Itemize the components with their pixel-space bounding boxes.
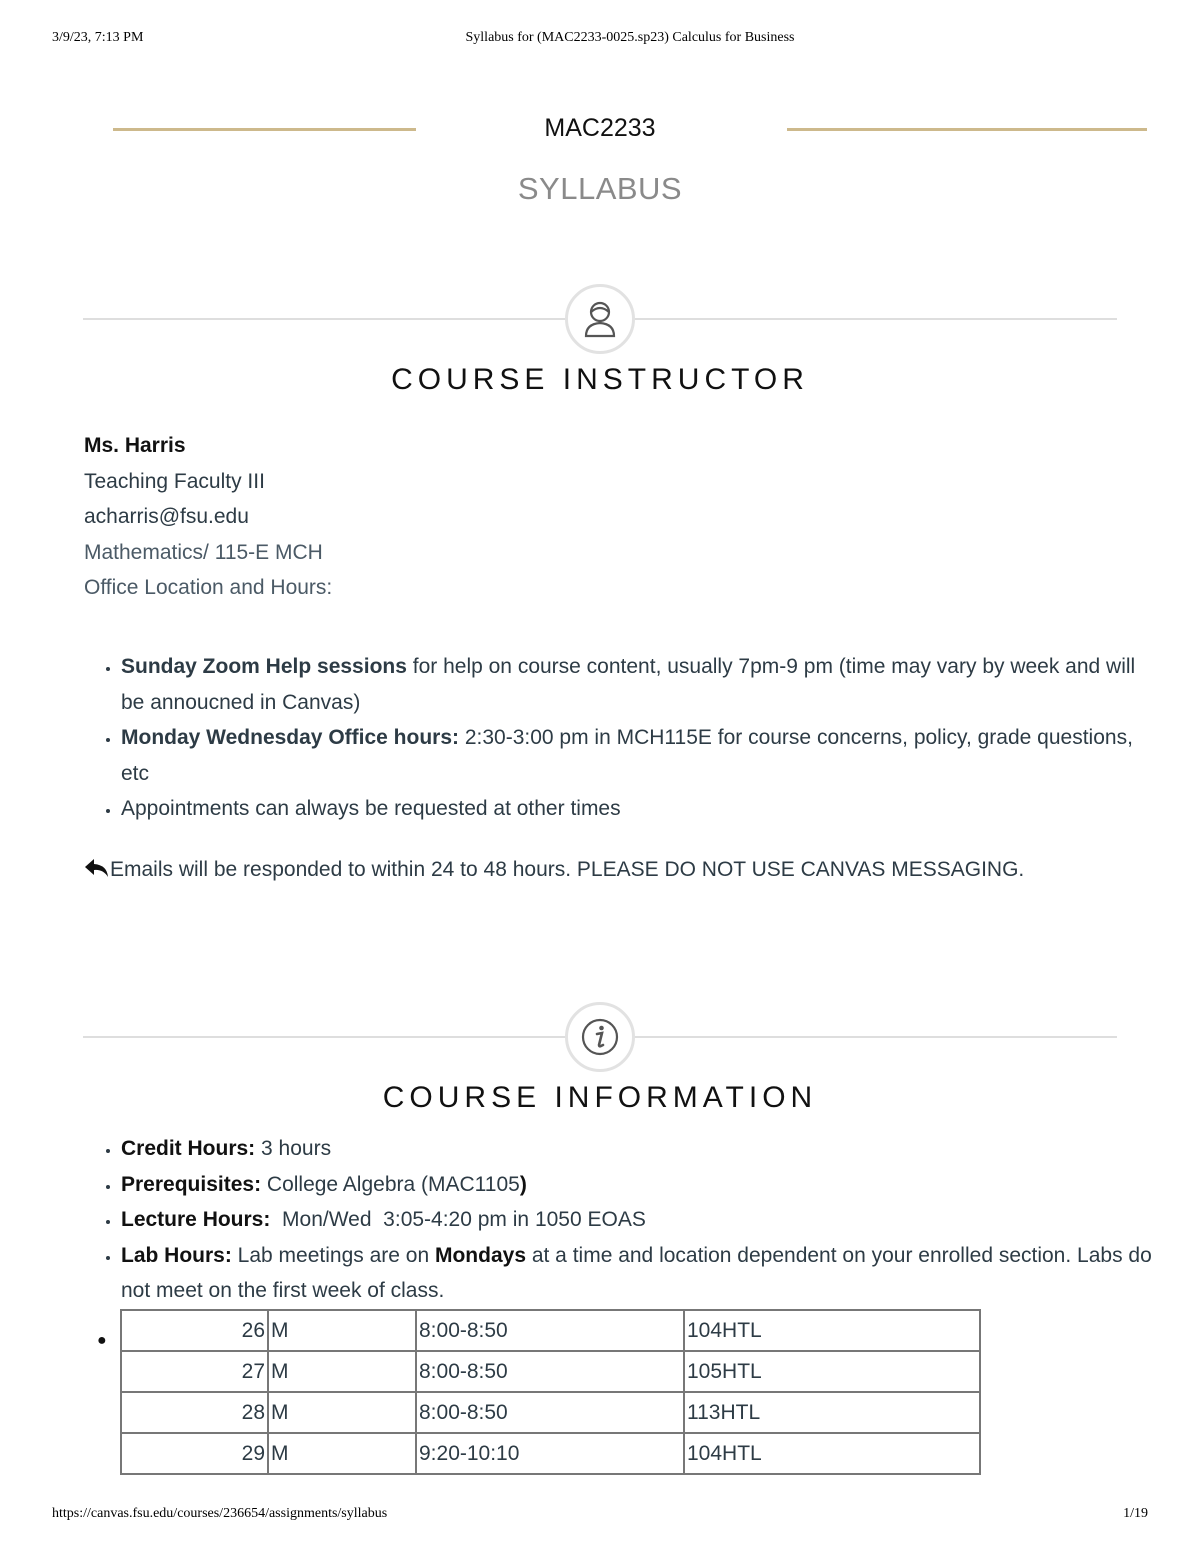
lab-time-cell: 9:20-10:10	[416, 1433, 684, 1474]
list-item-label: Monday Wednesday Office hours:	[121, 726, 459, 749]
table-row	[121, 1392, 980, 1433]
lab-time-cell: 8:00-8:50	[416, 1310, 684, 1351]
list-item-text: 2:30-3:00 pm in MCH115E for course concerns, policy, grade questions, etc	[121, 726, 1133, 785]
person-icon	[581, 299, 619, 339]
course-info-list	[84, 1131, 1161, 1309]
lab-hours-text: Lab meetings are on	[231, 1243, 435, 1267]
list-item	[121, 1131, 1161, 1167]
lab-room-cell: 104HTL	[684, 1310, 980, 1351]
lab-time-cell: 8:00-8:50	[416, 1351, 684, 1392]
lab-day-cell: M	[268, 1392, 416, 1433]
lab-room-cell: 104HTL	[684, 1433, 980, 1474]
instructor-badge	[565, 284, 635, 354]
course-instructor-title: COURSE INSTRUCTOR	[391, 363, 809, 396]
list-item	[121, 1238, 1161, 1309]
table-row	[121, 1433, 980, 1474]
lab-sections-table	[120, 1309, 981, 1475]
office-hours-label: Office Location and Hours:	[84, 576, 333, 599]
print-page-number: 1/19	[1123, 1506, 1148, 1521]
prerequisites-label: Prerequisites:	[121, 1172, 262, 1196]
table-row	[121, 1310, 980, 1351]
list-item	[121, 649, 1161, 720]
prerequisites-close: )	[519, 1172, 527, 1196]
instructor-email[interactable]: acharris@fsu.edu	[84, 505, 249, 528]
info-icon	[580, 1017, 620, 1057]
reply-arrow-icon	[84, 857, 110, 879]
list-item	[121, 1167, 1161, 1203]
list-item-text: for help on course content, usually 7pm-9 pm (time may vary by week and will be annoucned in Canvas)	[121, 655, 1136, 714]
lab-day-cell: M	[268, 1351, 416, 1392]
print-datetime: 3/9/23, 7:13 PM	[52, 30, 144, 45]
lab-room-cell: 105HTL	[684, 1351, 980, 1392]
lab-section-number: 29	[121, 1433, 268, 1474]
lecture-hours-label: Lecture Hours:	[121, 1208, 271, 1231]
list-item	[121, 720, 1161, 791]
lab-day-cell: M	[268, 1433, 416, 1474]
office-hours-list	[84, 649, 1161, 827]
lab-time-cell: 8:00-8:50	[416, 1392, 684, 1433]
credit-hours-value: 3 hours	[255, 1137, 332, 1160]
lab-day: Mondays	[434, 1243, 526, 1267]
list-item-text: Appointments can always be requested at other times	[121, 797, 621, 820]
lecture-hours-value: Mon/Wed 3:05-4:20 pm in 1050 EOAS	[270, 1208, 646, 1231]
table-row	[121, 1351, 980, 1392]
lab-section-number: 26	[121, 1310, 268, 1351]
course-code-heading: MAC2233	[544, 114, 656, 142]
lab-section-number: 27	[121, 1351, 268, 1392]
course-information-title: COURSE INFORMATION	[382, 1081, 818, 1114]
list-item-label: Sunday Zoom Help sessions	[121, 655, 407, 678]
table-bullet: ●	[97, 1332, 107, 1349]
syllabus-heading: SYLLABUS	[517, 171, 683, 206]
instructor-info	[84, 428, 332, 606]
information-badge	[565, 1002, 635, 1072]
lab-hours-label: Lab Hours:	[121, 1243, 232, 1267]
print-footer	[52, 1506, 1148, 1526]
prerequisites-value: College Algebra (MAC1105	[261, 1172, 520, 1196]
credit-hours-label: Credit Hours:	[121, 1137, 256, 1160]
print-header	[52, 30, 1148, 50]
list-item	[121, 1202, 1161, 1238]
email-response-note	[84, 852, 1084, 888]
lab-section-number: 28	[121, 1392, 268, 1433]
print-url: https://canvas.fsu.edu/courses/236654/assignments/syllabus	[52, 1506, 388, 1521]
instructor-department: Mathematics/ 115-E MCH	[84, 540, 323, 564]
instructor-position: Teaching Faculty III	[84, 469, 265, 493]
lab-room-cell: 113HTL	[684, 1392, 980, 1433]
lab-hours-text-2: at a time and location dependent on your enrolled section. Labs do not meet on the first week of class.	[121, 1243, 1152, 1302]
instructor-name: Ms. Harris	[84, 434, 186, 457]
list-item	[121, 791, 1161, 827]
email-note-text: Emails will be responded to within 24 to 48 hours. PLEASE DO NOT USE CANVAS MESSAGING.	[110, 858, 1025, 881]
lab-day-cell: M	[268, 1310, 416, 1351]
print-page-title: Syllabus for (MAC2233-0025.sp23) Calculus for Business	[465, 30, 795, 45]
